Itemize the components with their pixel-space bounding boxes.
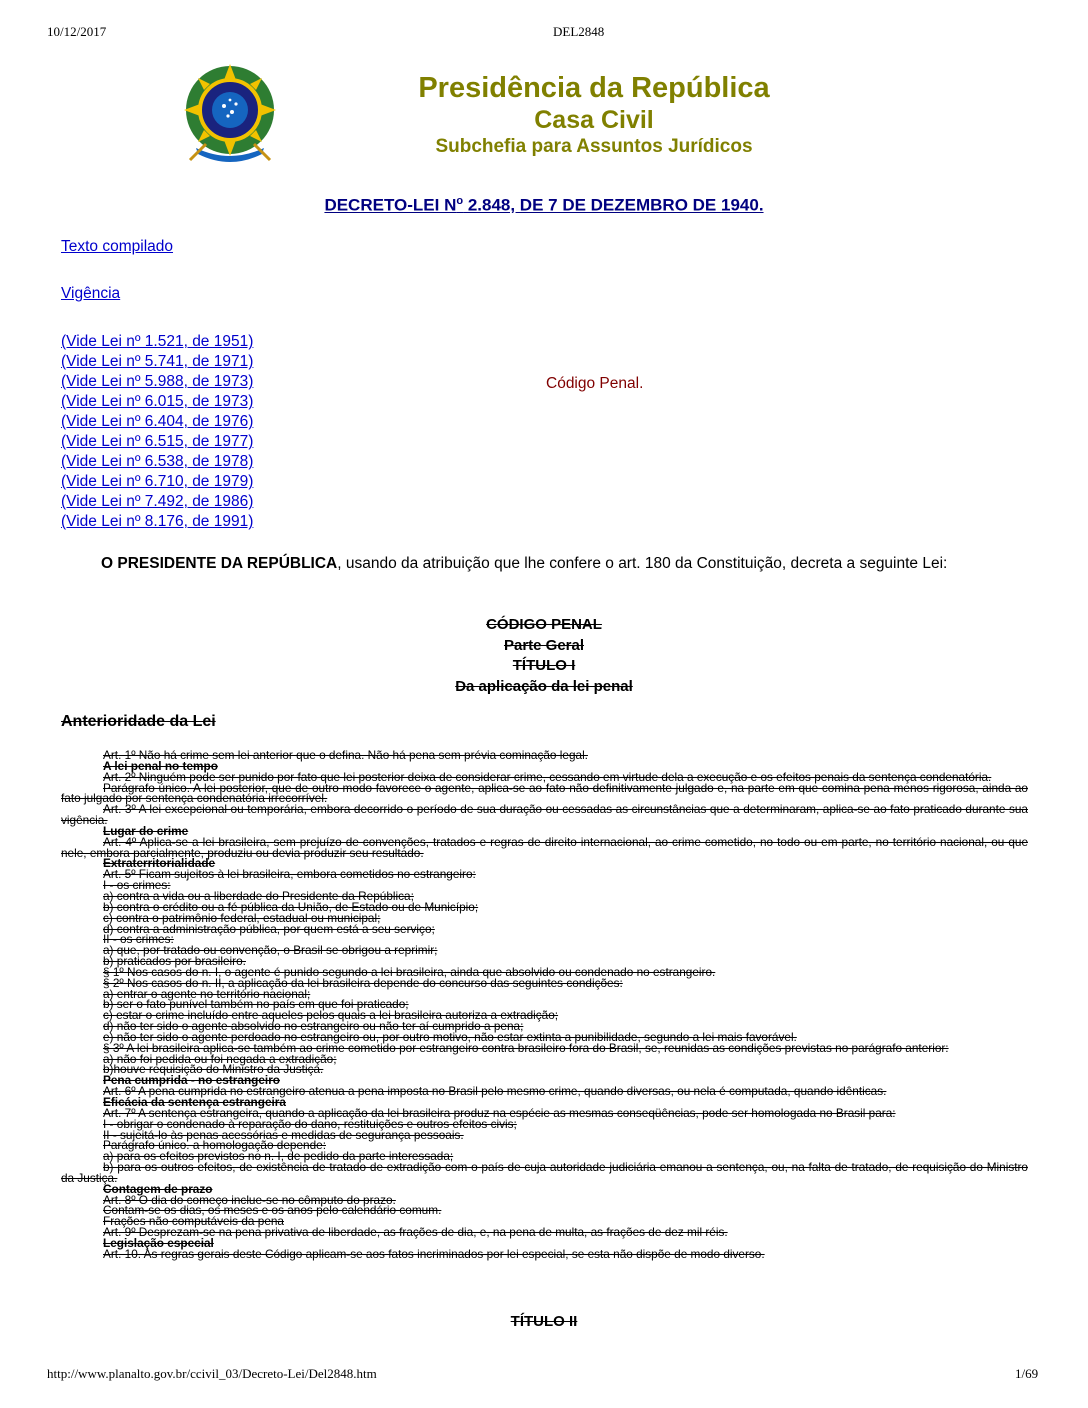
vide-link[interactable]: (Vide Lei nº 6.404, de 1976) (61, 413, 254, 430)
code-heading: TÍTULO I (512, 657, 576, 674)
article-line: d) não ter sido o agente absolvido no estrangeiro ou não ter aí cumprido a pena; (103, 1019, 524, 1034)
article-line: Art. 2º Ninguém pode ser punido por fato que lei posterior deixa de considerar crime, cessando em virtude dela a execução e os efeitos penais da sentença condenatória. (103, 769, 992, 784)
article-heading: Pena cumprida - no estrangeiro (103, 1073, 280, 1088)
org-presidencia: Presidência da República (418, 72, 770, 104)
org-casa-civil: Casa Civil (534, 106, 654, 134)
article-line: a) que, por tratado ou convenção, o Brasil se obrigou a reprimir; (103, 943, 438, 958)
article-line: c) contra o patrimônio federal, estadual ou municipal; (103, 910, 381, 925)
texto-compilado-link[interactable]: Texto compilado (61, 238, 174, 255)
article-line: e) não ter sido o agente perdoado no estrangeiro ou, por outro motivo, não estar extinta a punibilidade, segundo a lei mais favorável. (103, 1029, 797, 1044)
preamble (61, 553, 1028, 574)
vide-link[interactable]: (Vide Lei nº 5.741, de 1971) (61, 353, 254, 370)
article-heading: A lei penal no tempo (103, 758, 218, 773)
article-line: b) para os outros efeitos, de existência de tratado de extradição com o país de cuja autoridade judiciária emanou a sentença, ou, na falta de tratado, de requisição do Ministro da Justiça. (61, 1160, 1028, 1185)
article-line: Art. 1º Não há crime sem lei anterior que o defina. Não há pena sem prévia cominação legal. (103, 748, 588, 762)
article-heading: Lugar do crime (103, 823, 189, 838)
article-line: Art. 8º O dia do começo inclue-se no cômputo do prazo. (103, 1192, 396, 1207)
vide-link[interactable]: (Vide Lei nº 6.015, de 1973) (61, 393, 254, 410)
footer-url: http://www.planalto.gov.br/ccivil_03/Decreto-Lei/Del2848.htm (47, 1366, 377, 1381)
article-line: c) estar o crime incluído entre aqueles pelos quais a lei brasileira autoriza a extradição; (103, 1008, 559, 1023)
article-line: a) contra a vida ou a liberdade do Presidente da República; (103, 888, 414, 903)
vide-link[interactable]: (Vide Lei nº 6.515, de 1977) (61, 433, 254, 450)
vide-links (61, 332, 253, 532)
article-line: I - obrigar o condenado à reparação do dano, restituições e outros efeitos civis; (103, 1116, 517, 1131)
print-date: 10/12/2017 (47, 24, 107, 39)
article-line: Art. 4º Aplica-se a lei brasileira, sem prejuízo de convenções, tratados e regras de direito internacional, ao crime cometido, no todo ou em parte, no território nacional, ou que nele, embora parcialmente, produziu ou devia produzir seu resultado. (61, 834, 1028, 860)
org-subchefia: Subchefia para Assuntos Jurídicos (435, 136, 753, 157)
article-heading: Eficácia da sentença estrangeira (103, 1095, 286, 1109)
print-doc-title: DEL2848 (553, 24, 605, 39)
article-line: § 2º Nos casos do n. II, a aplicação da lei brasileira depende do concurso das seguintes condições: (103, 975, 623, 990)
articles-body (61, 750, 1028, 1260)
article-line: Art. 3º A lei excepcional ou temporária, embora decorrido o período de sua duração ou cessadas as circunstâncias que a determinaram, aplica-se ao fato praticado durante sua vigência. (61, 802, 1028, 828)
article-line: a) não foi pedida ou foi negada a extradição; (103, 1051, 337, 1066)
article-line: Frações não computáveis da pena (103, 1214, 284, 1229)
vide-link[interactable]: (Vide Lei nº 7.492, de 1986) (61, 493, 254, 510)
article-line: Parágrafo único. A lei posterior, que de outro modo favorece o agente, aplica-se ao fato não definitivamente julgado e, na parte em que comina pena menos rigorosa, ainda ao fato julgado por sentença condenatória irrecorrível. (61, 780, 1028, 806)
code-heading: Parte Geral (503, 636, 585, 654)
decree-title-pre: DECRETO-LEI N (324, 195, 457, 215)
article-line: Art. 9º Desprezam-se na pena privativa de liberdade, as frações de dia, e, na pena de multa, as frações de dez mil réis. (103, 1225, 728, 1240)
code-headings (0, 615, 1088, 697)
article-line: b) ser o fato punível também no país em que foi praticado; (103, 997, 409, 1012)
vide-link[interactable]: (Vide Lei nº 6.710, de 1979) (61, 473, 254, 490)
article-line: Contam-se os dias, os meses e os anos pelo calendário comum. (103, 1203, 442, 1218)
article-line: Art. 7º A sentença estrangeira, quando a aplicação da lei brasileira produz na espécie as mesmas conseqüências, pode ser homologada no Brasil para: (103, 1105, 896, 1120)
article-line: b) contra o crédito ou a fé pública da União, de Estado ou de Município; (103, 899, 479, 914)
article-line: Art. 6º A pena cumprida no estrangeiro atenua a pena imposta no Brasil pelo mesmo crime, quando diversas, ou nela é computada, quando idênticas. (103, 1084, 887, 1099)
ementa: Código Penal. (546, 375, 644, 392)
article-line: b)houve requisição do Ministro da Justiça. (103, 1062, 324, 1077)
code-heading: Da aplicação da lei penal (455, 677, 633, 695)
article-heading: Contagem de prazo (103, 1181, 213, 1196)
article-heading: Legislação especial (103, 1235, 214, 1250)
article-line: a) para os efeitos previstos no n. I, de pedido da parte interessada; (103, 1149, 454, 1164)
vide-link[interactable]: (Vide Lei nº 5.988, de 1973) (61, 373, 254, 390)
article-heading: Extraterritorialidade (103, 856, 216, 871)
article-line: II - os crimes: (103, 932, 174, 947)
article-line: a) entrar o agente no território nacional; (103, 986, 311, 1001)
next-heading: TÍTULO II (510, 1313, 578, 1330)
article-line: I - os crimes: (103, 878, 171, 893)
decree-title[interactable] (0, 195, 1088, 216)
footer-page: 1/69 (1015, 1366, 1039, 1381)
vide-link[interactable]: (Vide Lei nº 6.538, de 1978) (61, 453, 254, 470)
article-line: Art. 10. As regras gerais deste Código aplicam-se aos fatos incriminados por lei especial, se esta não dispõe de modo diverso. (103, 1246, 765, 1261)
article-line: Art. 5º Ficam sujeitos à lei brasileira, embora cometidos no estrangeiro: (103, 867, 476, 882)
vigencia-link[interactable]: Vigência (61, 285, 121, 302)
vide-link[interactable]: (Vide Lei nº 8.176, de 1991) (61, 513, 254, 530)
article-line: II - sujeitá-lo às penas acessórias e medidas de segurança pessoais. (103, 1127, 464, 1142)
article-line: b) praticados por brasileiro. (103, 954, 246, 969)
section-heading: Anterioridade da Lei (61, 713, 216, 730)
vide-link[interactable]: (Vide Lei nº 1.521, de 1951) (61, 333, 254, 350)
code-heading: CÓDIGO PENAL (486, 616, 602, 633)
article-line: § 3º A lei brasileira aplica-se também ao crime cometido por estrangeiro contra brasileiro fora do Brasil, se, reunidas as condições previstas no parágrafo anterior: (103, 1040, 949, 1055)
decree-title-post: 2.848, DE 7 DE DEZEMBRO DE 1940. (463, 195, 764, 215)
article-line: § 1º Nos casos do n. I, o agente é punido segundo a lei brasileira, ainda que absolvido ou condenado no estrangeiro. (103, 964, 716, 979)
preamble-rest: , usando da atribuição que lhe confere o art. 180 da Constituição, decreta a seguinte Lei: (337, 555, 948, 572)
decree-title-sup: o (456, 195, 464, 207)
article-line: Parágrafo único. a homologação depende: (103, 1138, 326, 1153)
preamble-bold: O PRESIDENTE DA REPÚBLICA (101, 555, 338, 572)
article-line: d) contra a administração pública, por quem está a seu serviço; (103, 921, 435, 936)
